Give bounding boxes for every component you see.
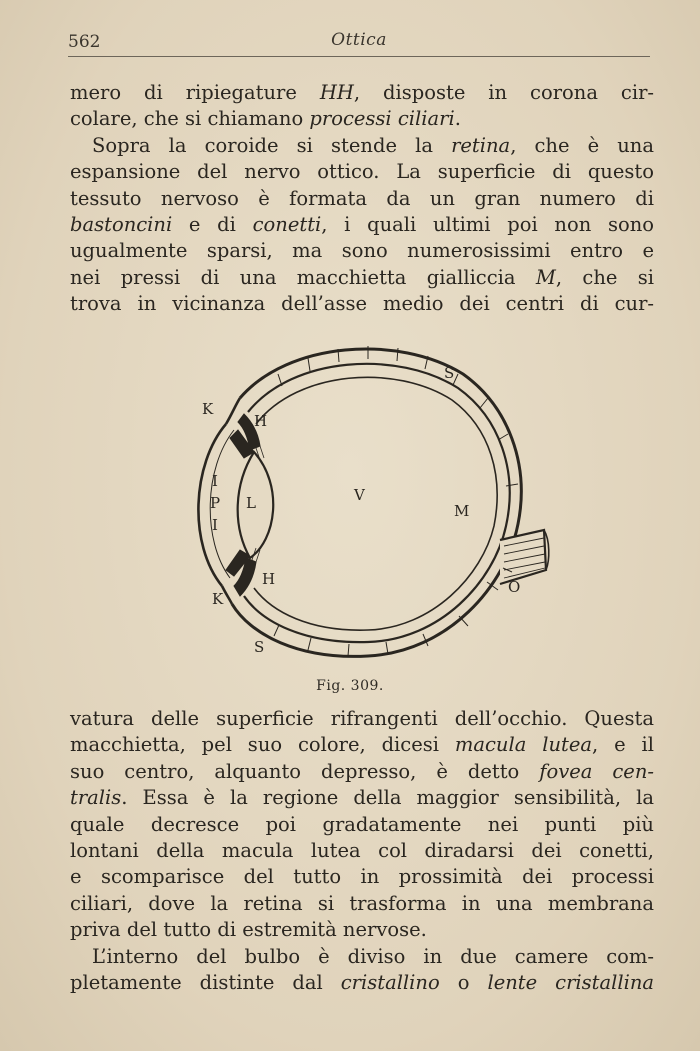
label-i-top: I — [212, 472, 218, 490]
text-line — [70, 265, 654, 291]
label-k-bottom: K — [212, 590, 224, 608]
diagram-labels — [202, 364, 520, 656]
text-line — [70, 891, 654, 917]
text-segment: e scomparisce del tutto in prossimità dei processi — [70, 865, 654, 889]
text-line — [70, 133, 654, 159]
italic-text: conetti — [252, 213, 322, 237]
text-segment: , che è una — [510, 133, 654, 157]
text-line — [70, 944, 654, 970]
label-k-top: K — [202, 400, 214, 418]
optic-nerve — [500, 530, 546, 584]
text-segment: L’interno del bulbo è diviso in due camere com- — [92, 944, 654, 968]
italic-text: HH — [319, 81, 354, 104]
text-line — [70, 291, 654, 317]
text-line — [70, 785, 654, 811]
bottom-paragraphs — [70, 706, 654, 996]
choroid-layer — [244, 364, 510, 642]
text-line — [70, 759, 654, 785]
italic-text: retina — [451, 133, 511, 157]
label-s-top: S — [444, 364, 455, 382]
text-line — [70, 80, 654, 106]
text-segment: , disposte in corona cir- — [353, 81, 654, 104]
text-segment: , che si — [555, 265, 655, 289]
text-segment: lontani della macula lutea col diradarsi dei conetti, — [70, 839, 654, 863]
page-header — [68, 30, 650, 57]
italic-text: tralis — [70, 786, 122, 810]
text-line — [70, 186, 654, 212]
text-line — [70, 917, 654, 943]
text-line — [70, 970, 654, 996]
italic-text: fovea cen- — [539, 759, 654, 783]
text-segment: e di — [172, 213, 253, 237]
text-line — [70, 159, 654, 185]
sclera-outline — [232, 349, 521, 656]
text-line — [70, 212, 654, 238]
text-segment: ciliari, dove la retina si trasforma in una membrana — [70, 891, 654, 915]
label-h-top: H — [254, 412, 268, 430]
italic-text: macula lutea — [454, 733, 593, 757]
text-line — [70, 106, 654, 132]
text-line — [70, 838, 654, 864]
text-segment: . Essa è la regione della maggior sensibilità, la — [121, 786, 654, 810]
page-number: 562 — [68, 32, 101, 52]
label-m: M — [454, 502, 470, 520]
text-segment: espansione del nervo ottico. La superficie di questo — [70, 160, 654, 184]
text-line — [70, 864, 654, 890]
text-line — [70, 706, 654, 732]
label-p: P — [210, 494, 221, 512]
text-segment: , i quali ultimi poi non sono — [321, 213, 655, 237]
figure-caption: Fig. 309. — [316, 678, 384, 694]
text-segment: . — [454, 107, 461, 131]
label-h-bottom: H — [262, 570, 276, 588]
italic-text: lente cristallina — [487, 971, 654, 995]
text-line — [70, 732, 654, 758]
text-segment: macchietta, pel suo colore, dicesi — [70, 733, 455, 757]
italic-text: bastoncini — [70, 213, 173, 237]
italic-text: M — [535, 265, 556, 289]
text-segment: colare, che si chiamano — [70, 107, 310, 131]
sclera-hatching — [274, 346, 521, 656]
text-segment: ugualmente sparsi, ma sono numerosissimi entro e — [70, 239, 654, 263]
limbus-top — [226, 398, 240, 424]
text-segment: nei pressi di una macchietta gialliccia — [70, 265, 536, 289]
italic-text: cristallino — [340, 971, 440, 995]
running-title: Ottica — [331, 30, 387, 50]
text-segment: priva del tutto di estremità nervose. — [70, 918, 427, 942]
text-line — [70, 238, 654, 264]
text-segment: pletamente distinte dal — [70, 971, 341, 995]
text-line — [70, 812, 654, 838]
limbus-bottom — [222, 586, 232, 604]
text-segment: tessuto nervoso è formata da un gran numero di — [70, 186, 654, 210]
text-segment: trova in vicinanza dell’asse medio dei centri di cur- — [70, 292, 654, 316]
text-segment: suo centro, alquanto depresso, è detto — [70, 759, 540, 783]
top-paragraphs — [70, 80, 654, 318]
text-segment: o — [439, 971, 488, 995]
text-segment: mero di ripiegature — [70, 81, 320, 104]
label-i-bottom: I — [212, 516, 218, 534]
label-o: O — [508, 578, 521, 596]
eye-diagram — [178, 334, 558, 664]
italic-text: processi ciliari — [309, 107, 455, 131]
text-segment: vatura delle superficie rifrangenti dell’occhio. Questa — [70, 707, 654, 730]
text-segment: quale decresce poi gradatamente nei punti più — [70, 812, 654, 836]
label-s-bottom: S — [254, 638, 265, 656]
label-v: V — [354, 486, 365, 504]
text-segment: Sopra la coroide si stende la — [92, 133, 452, 157]
label-l: L — [246, 494, 256, 512]
text-segment: , e il — [592, 733, 654, 757]
